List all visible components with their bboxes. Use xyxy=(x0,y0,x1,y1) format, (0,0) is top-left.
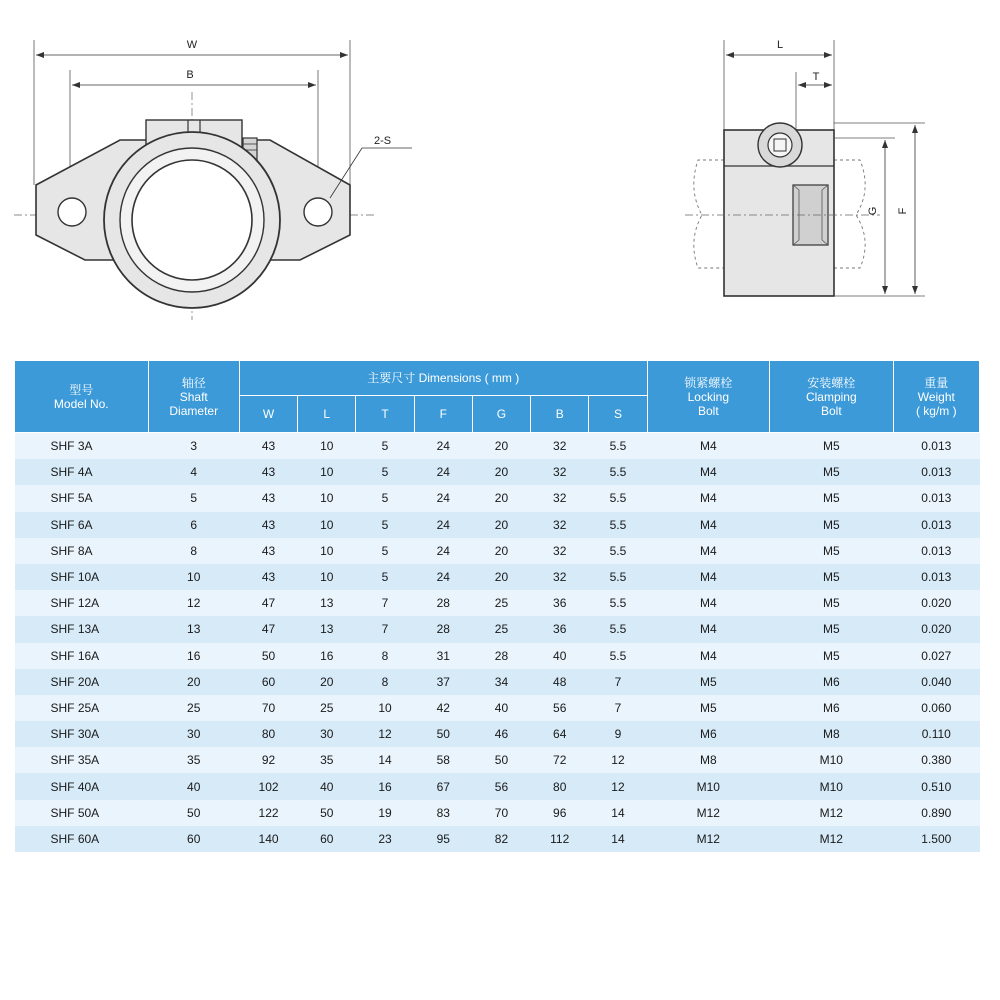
cell-w: 43 xyxy=(239,564,297,590)
cell-weight: 0.013 xyxy=(893,512,979,538)
cell-b: 40 xyxy=(531,643,589,669)
cell-model: SHF 35A xyxy=(15,747,149,773)
cell-l: 50 xyxy=(298,800,356,826)
table-row xyxy=(15,800,980,826)
header-clamping-bolt: 安装螺栓 Clamping Bolt xyxy=(770,361,894,433)
cell-s: 5.5 xyxy=(589,643,647,669)
cell-shaft: 20 xyxy=(148,669,239,695)
cell-l: 10 xyxy=(298,538,356,564)
cell-locking-bolt: M4 xyxy=(647,564,770,590)
cell-w: 43 xyxy=(239,485,297,511)
cell-shaft: 60 xyxy=(148,826,239,852)
cell-g: 20 xyxy=(472,564,530,590)
cell-f: 67 xyxy=(414,773,472,799)
cell-w: 43 xyxy=(239,433,297,460)
cell-l: 10 xyxy=(298,564,356,590)
cell-f: 95 xyxy=(414,826,472,852)
cell-clamping-bolt: M12 xyxy=(770,800,894,826)
cell-t: 14 xyxy=(356,747,414,773)
cell-f: 42 xyxy=(414,695,472,721)
cell-g: 20 xyxy=(472,538,530,564)
cell-w: 47 xyxy=(239,616,297,642)
cell-g: 34 xyxy=(472,669,530,695)
cell-model: SHF 5A xyxy=(15,485,149,511)
table-row xyxy=(15,826,980,852)
header-dim-w: W xyxy=(239,396,297,433)
cell-t: 8 xyxy=(356,669,414,695)
cell-s: 5.5 xyxy=(589,564,647,590)
dim-b-label: B xyxy=(186,69,194,81)
cell-b: 64 xyxy=(531,721,589,747)
cell-clamping-bolt: M5 xyxy=(770,433,894,460)
cell-l: 13 xyxy=(298,616,356,642)
cell-clamping-bolt: M5 xyxy=(770,512,894,538)
cell-locking-bolt: M4 xyxy=(647,485,770,511)
cell-shaft: 16 xyxy=(148,643,239,669)
cell-s: 5.5 xyxy=(589,485,647,511)
cell-model: SHF 10A xyxy=(15,564,149,590)
cell-clamping-bolt: M10 xyxy=(770,747,894,773)
cell-l: 25 xyxy=(298,695,356,721)
dim-w-label: W xyxy=(186,39,198,51)
cell-shaft: 5 xyxy=(148,485,239,511)
cell-b: 32 xyxy=(531,485,589,511)
cell-f: 83 xyxy=(414,800,472,826)
cell-w: 122 xyxy=(239,800,297,826)
cell-locking-bolt: M4 xyxy=(647,616,770,642)
cell-shaft: 25 xyxy=(148,695,239,721)
cell-w: 43 xyxy=(239,538,297,564)
cell-shaft: 40 xyxy=(148,773,239,799)
cell-l: 30 xyxy=(298,721,356,747)
cell-g: 28 xyxy=(472,643,530,669)
cell-t: 5 xyxy=(356,433,414,460)
cell-t: 5 xyxy=(356,459,414,485)
cell-clamping-bolt: M5 xyxy=(770,643,894,669)
cell-s: 12 xyxy=(589,773,647,799)
table-row xyxy=(15,538,980,564)
cell-f: 24 xyxy=(414,564,472,590)
cell-f: 28 xyxy=(414,590,472,616)
cell-f: 24 xyxy=(414,459,472,485)
cell-b: 36 xyxy=(531,590,589,616)
cell-t: 10 xyxy=(356,695,414,721)
header-dim-l: L xyxy=(298,396,356,433)
cell-weight: 0.040 xyxy=(893,669,979,695)
cell-model: SHF 60A xyxy=(15,826,149,852)
cell-g: 40 xyxy=(472,695,530,721)
cell-shaft: 10 xyxy=(148,564,239,590)
cell-locking-bolt: M5 xyxy=(647,669,770,695)
table-row xyxy=(15,721,980,747)
cell-s: 7 xyxy=(589,669,647,695)
cell-l: 10 xyxy=(298,512,356,538)
cell-weight: 0.890 xyxy=(893,800,979,826)
table-row xyxy=(15,433,980,460)
cell-clamping-bolt: M5 xyxy=(770,590,894,616)
cell-locking-bolt: M5 xyxy=(647,695,770,721)
cell-l: 35 xyxy=(298,747,356,773)
table-row xyxy=(15,747,980,773)
cell-weight: 0.013 xyxy=(893,433,979,460)
cell-g: 20 xyxy=(472,433,530,460)
cell-weight: 0.013 xyxy=(893,459,979,485)
cell-f: 31 xyxy=(414,643,472,669)
cell-b: 48 xyxy=(531,669,589,695)
cell-b: 72 xyxy=(531,747,589,773)
cell-f: 50 xyxy=(414,721,472,747)
cell-w: 80 xyxy=(239,721,297,747)
cell-f: 37 xyxy=(414,669,472,695)
cell-w: 92 xyxy=(239,747,297,773)
cell-model: SHF 25A xyxy=(15,695,149,721)
cell-model: SHF 3A xyxy=(15,433,149,460)
side-view-drawing xyxy=(680,30,980,320)
cell-t: 5 xyxy=(356,485,414,511)
header-dim-t: T xyxy=(356,396,414,433)
cell-b: 96 xyxy=(531,800,589,826)
cell-model: SHF 20A xyxy=(15,669,149,695)
cell-shaft: 35 xyxy=(148,747,239,773)
front-view-drawing xyxy=(0,0,420,330)
cell-w: 43 xyxy=(239,512,297,538)
cell-g: 46 xyxy=(472,721,530,747)
cell-shaft: 4 xyxy=(148,459,239,485)
table-row xyxy=(15,669,980,695)
cell-locking-bolt: M4 xyxy=(647,538,770,564)
cell-g: 25 xyxy=(472,616,530,642)
cell-b: 80 xyxy=(531,773,589,799)
cell-f: 58 xyxy=(414,747,472,773)
cell-locking-bolt: M12 xyxy=(647,826,770,852)
cell-clamping-bolt: M8 xyxy=(770,721,894,747)
cell-shaft: 6 xyxy=(148,512,239,538)
cell-weight: 0.027 xyxy=(893,643,979,669)
cell-t: 5 xyxy=(356,538,414,564)
cell-s: 12 xyxy=(589,747,647,773)
cell-w: 43 xyxy=(239,459,297,485)
cell-g: 20 xyxy=(472,459,530,485)
cell-model: SHF 6A xyxy=(15,512,149,538)
cell-weight: 1.500 xyxy=(893,826,979,852)
cell-weight: 0.510 xyxy=(893,773,979,799)
cell-s: 5.5 xyxy=(589,538,647,564)
dim-g-label: G xyxy=(867,206,879,216)
cell-t: 12 xyxy=(356,721,414,747)
cell-weight: 0.013 xyxy=(893,564,979,590)
cell-t: 16 xyxy=(356,773,414,799)
cell-t: 23 xyxy=(356,826,414,852)
cell-weight: 0.020 xyxy=(893,590,979,616)
cell-f: 24 xyxy=(414,433,472,460)
cell-model: SHF 50A xyxy=(15,800,149,826)
cell-s: 5.5 xyxy=(589,459,647,485)
cell-g: 20 xyxy=(472,485,530,511)
table-row xyxy=(15,512,980,538)
cell-s: 9 xyxy=(589,721,647,747)
cell-t: 5 xyxy=(356,564,414,590)
header-dimensions: 主要尺寸 Dimensions ( mm ) xyxy=(239,361,647,396)
cell-b: 32 xyxy=(531,564,589,590)
cell-clamping-bolt: M6 xyxy=(770,669,894,695)
table-row xyxy=(15,773,980,799)
cell-b: 36 xyxy=(531,616,589,642)
cell-locking-bolt: M8 xyxy=(647,747,770,773)
dim-s-label: 2-S xyxy=(374,135,392,147)
cell-model: SHF 12A xyxy=(15,590,149,616)
cell-clamping-bolt: M5 xyxy=(770,616,894,642)
cell-s: 5.5 xyxy=(589,433,647,460)
cell-shaft: 30 xyxy=(148,721,239,747)
table-row xyxy=(15,590,980,616)
cell-w: 60 xyxy=(239,669,297,695)
header-model: 型号 Model No. xyxy=(15,361,149,433)
cell-s: 5.5 xyxy=(589,590,647,616)
cell-l: 16 xyxy=(298,643,356,669)
header-shaft-diameter: 轴径 Shaft Diameter xyxy=(148,361,239,433)
cell-g: 25 xyxy=(472,590,530,616)
cell-l: 13 xyxy=(298,590,356,616)
cell-g: 50 xyxy=(472,747,530,773)
cell-b: 56 xyxy=(531,695,589,721)
cell-b: 32 xyxy=(531,538,589,564)
table-row xyxy=(15,616,980,642)
cell-weight: 0.380 xyxy=(893,747,979,773)
dim-f-label: F xyxy=(897,207,909,215)
cell-model: SHF 4A xyxy=(15,459,149,485)
cell-l: 20 xyxy=(298,669,356,695)
cell-model: SHF 13A xyxy=(15,616,149,642)
cell-f: 24 xyxy=(414,485,472,511)
cell-w: 47 xyxy=(239,590,297,616)
cell-w: 70 xyxy=(239,695,297,721)
cell-f: 24 xyxy=(414,512,472,538)
cell-w: 140 xyxy=(239,826,297,852)
table-row xyxy=(15,643,980,669)
cell-model: SHF 30A xyxy=(15,721,149,747)
cell-t: 8 xyxy=(356,643,414,669)
cell-s: 14 xyxy=(589,800,647,826)
cell-t: 5 xyxy=(356,512,414,538)
cell-g: 56 xyxy=(472,773,530,799)
cell-b: 32 xyxy=(531,512,589,538)
cell-shaft: 12 xyxy=(148,590,239,616)
cell-w: 102 xyxy=(239,773,297,799)
cell-s: 5.5 xyxy=(589,616,647,642)
cell-shaft: 8 xyxy=(148,538,239,564)
cell-s: 5.5 xyxy=(589,512,647,538)
cell-clamping-bolt: M6 xyxy=(770,695,894,721)
dim-t-label: T xyxy=(812,71,820,83)
cell-locking-bolt: M12 xyxy=(647,800,770,826)
cell-clamping-bolt: M5 xyxy=(770,459,894,485)
cell-f: 24 xyxy=(414,538,472,564)
header-dim-s: S xyxy=(589,396,647,433)
header-dim-g: G xyxy=(472,396,530,433)
table-row xyxy=(15,695,980,721)
cell-clamping-bolt: M10 xyxy=(770,773,894,799)
cell-clamping-bolt: M5 xyxy=(770,485,894,511)
cell-weight: 0.060 xyxy=(893,695,979,721)
table-row xyxy=(15,459,980,485)
cell-shaft: 50 xyxy=(148,800,239,826)
cell-b: 112 xyxy=(531,826,589,852)
header-dim-b: B xyxy=(531,396,589,433)
cell-b: 32 xyxy=(531,459,589,485)
cell-clamping-bolt: M5 xyxy=(770,538,894,564)
cell-shaft: 13 xyxy=(148,616,239,642)
cell-l: 10 xyxy=(298,485,356,511)
cell-locking-bolt: M4 xyxy=(647,590,770,616)
cell-b: 32 xyxy=(531,433,589,460)
cell-l: 10 xyxy=(298,459,356,485)
cell-l: 60 xyxy=(298,826,356,852)
cell-g: 82 xyxy=(472,826,530,852)
cell-l: 10 xyxy=(298,433,356,460)
cell-l: 40 xyxy=(298,773,356,799)
cell-clamping-bolt: M12 xyxy=(770,826,894,852)
cell-model: SHF 16A xyxy=(15,643,149,669)
cell-weight: 0.013 xyxy=(893,485,979,511)
cell-locking-bolt: M4 xyxy=(647,459,770,485)
spec-table xyxy=(14,360,980,852)
cell-weight: 0.110 xyxy=(893,721,979,747)
cell-weight: 0.020 xyxy=(893,616,979,642)
spec-table-body xyxy=(15,433,980,853)
cell-locking-bolt: M4 xyxy=(647,433,770,460)
header-weight: 重量 Weight ( kg/m ) xyxy=(893,361,979,433)
cell-f: 28 xyxy=(414,616,472,642)
cell-model: SHF 40A xyxy=(15,773,149,799)
dim-l-label: L xyxy=(776,39,784,51)
cell-s: 7 xyxy=(589,695,647,721)
cell-g: 20 xyxy=(472,512,530,538)
cell-locking-bolt: M4 xyxy=(647,643,770,669)
header-dim-f: F xyxy=(414,396,472,433)
cell-model: SHF 8A xyxy=(15,538,149,564)
cell-locking-bolt: M10 xyxy=(647,773,770,799)
cell-locking-bolt: M6 xyxy=(647,721,770,747)
cell-shaft: 3 xyxy=(148,433,239,460)
cell-s: 14 xyxy=(589,826,647,852)
table-row xyxy=(15,564,980,590)
cell-locking-bolt: M4 xyxy=(647,512,770,538)
cell-clamping-bolt: M5 xyxy=(770,564,894,590)
cell-t: 19 xyxy=(356,800,414,826)
cell-w: 50 xyxy=(239,643,297,669)
cell-t: 7 xyxy=(356,590,414,616)
cell-weight: 0.013 xyxy=(893,538,979,564)
cell-g: 70 xyxy=(472,800,530,826)
table-row xyxy=(15,485,980,511)
cell-t: 7 xyxy=(356,616,414,642)
header-locking-bolt: 锁紧螺栓 Locking Bolt xyxy=(647,361,770,433)
